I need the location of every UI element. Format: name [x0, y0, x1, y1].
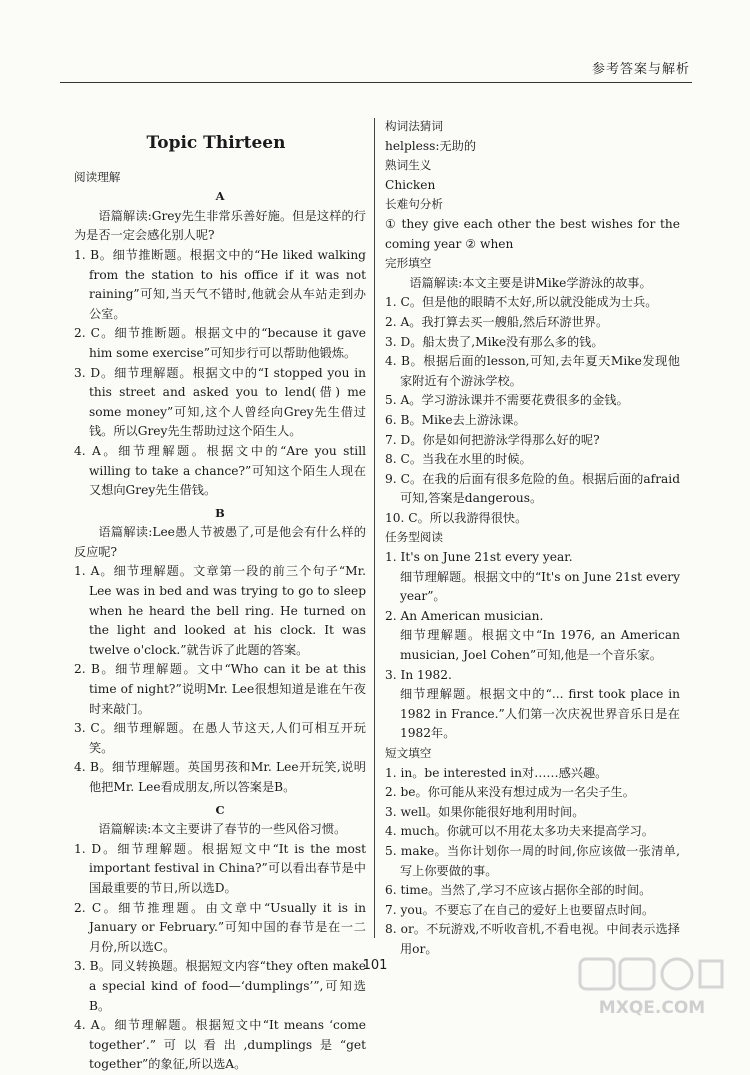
answer-item: 2. C。细节推断题。根据文中的“because it gave him some exercise”可知步行可以帮助他锻炼。 [74, 326, 366, 360]
watermark-text: MXQE.COM [598, 998, 706, 1018]
answer-item: 1. in。be interested in对……感兴趣。 [385, 765, 608, 780]
watermark-logo [572, 951, 732, 1021]
section-heading-task-reading: 任务型阅读 [385, 530, 443, 545]
answer-item: 1. D。细节理解题。根据短文中“It is the most important festival in China?”可以看出春节是中国最重要的节日,所以选D。 [74, 841, 366, 895]
answer-item: 4. B。根据后面的lesson,可知,去年夏天Mike发现他家附近有个游泳学校。 [385, 354, 680, 388]
answer-item: 3. C。细节理解题。在愚人节这天,人们可相互开玩笑。 [74, 721, 366, 755]
task-answer: 3. In 1982. [385, 667, 452, 682]
task-answer: 1. It's on June 21st every year. [385, 550, 573, 565]
answer-item: 4. B。细节理解题。英国男孩和Mr. Lee开玩笑,说明他把Mr. Lee看成朋友,所以答案是B。 [74, 760, 366, 794]
passage-c-intro: 语篇解读:本文主要讲了春节的一些风俗习惯。 [98, 822, 347, 837]
answer-item: 3. D。船太贵了,Mike没有那么多的钱。 [385, 334, 604, 349]
section-heading-short-fill: 短文填空 [385, 746, 432, 760]
answer-item: 1. A。细节理解题。文章第一段的前三个句子“Mr. Lee was in bed and was trying to go to sleep when he heard the bell ring. He turned on the light and looked at his clock. It was twelve o'clock.”就告诉了此题的答案。 [74, 564, 366, 657]
answer-item: 2. B。细节理解题。文中“Who can it be at this time of night?”说明Mr. Lee很想知道是谁在午夜时来敲门。 [74, 662, 366, 716]
answer-item: 5. A。学习游泳课并不需要花费很多的金钱。 [385, 393, 629, 408]
answer-item: 1. C。但是他的眼睛不太好,所以就没能成为士兵。 [385, 295, 658, 310]
answer-item: 6. time。当然了,学习不应该占据你全部的时间。 [385, 883, 652, 898]
section-heading-word-guess: 构词法猜词 [385, 119, 443, 133]
section-heading-long-sentence: 长难句分析 [385, 197, 443, 212]
passage-label-c: C [215, 802, 225, 817]
task-note: 细节理解题。根据文中“In 1976, an American musician, Joel Cohen”可知,他是一个音乐家。 [400, 628, 680, 663]
cloze-intro: 语篇解读:本文主要是讲Mike学游泳的故事。 [409, 275, 652, 290]
answer-item: 1. B。细节推断题。根据文中的“He liked walking from the station to his office if it was not raining”可知,当天气不错时,他就会从车站走到办公室。 [74, 247, 366, 321]
familiar-word-text: Chicken [385, 177, 436, 192]
answer-item: 3. well。如果你能很好地利用时间。 [385, 804, 585, 819]
answer-item: 9. C。在我的后面有很多危险的鱼。根据后面的afraid可知,答案是dangerous。 [385, 471, 680, 506]
column-divider [374, 118, 375, 938]
task-note: 细节理解题。根据文中的“... first took place in 1982 in France.”人们第一次庆祝世界音乐日是在1982年。 [400, 687, 680, 741]
section-heading-reading: 阅读理解 [74, 169, 121, 184]
passage-label-b: B [215, 505, 225, 520]
topic-title: Topic Thirteen [146, 133, 286, 153]
word-guess-text: helpless:无助的 [385, 138, 477, 153]
section-heading-familiar-word: 熟词生义 [385, 158, 432, 173]
answer-item: 7. you。不要忘了在自己的爱好上也要留点时间。 [385, 902, 655, 917]
answer-item: 8. C。当我在水里的时候。 [385, 452, 532, 467]
answer-item: 4. A。细节理解题。根据短文中“It means ‘come together’.”可以看出,dumplings是“get together”的象征,所以选A。 [74, 1018, 366, 1072]
page-number: 101 [362, 958, 388, 973]
answer-item: 8. or。不玩游戏,不听收音机,不看电视。中间表示选择用or。 [385, 922, 680, 956]
answer-item: 3. D。细节理解题。根据文中的“I stopped you in this street and asked you to lend(借) me some money”可知,这个人曾经向Grey先生借过钱。所以Grey先生帮助过这个陌生人。 [74, 365, 366, 439]
header-rule [60, 82, 692, 83]
answer-item: 5. make。当你计划你一周的时间,你应该做一张清单,写上你要做的事。 [385, 843, 680, 878]
section-heading-cloze: 完形填空 [385, 256, 432, 271]
left-column [74, 130, 366, 1075]
answer-item: 3. B。同义转换题。根据短文内容“they often make a special kind of food—‘dumplings’”,可知选B。 [74, 959, 366, 1013]
answer-item: 7. D。你是如何把游泳学得那么好的呢? [385, 432, 600, 447]
right-column [385, 117, 680, 960]
answer-item: 4. much。你就可以不用花太多功夫来提高学习。 [385, 824, 654, 839]
passage-b-intro: 语篇解读:Lee愚人节被愚了,可是他会有什么样的反应呢? [74, 525, 366, 559]
task-answer: 2. An American musician. [385, 608, 544, 623]
answer-item: 2. C。细节推理题。由文章中“Usually it is in January or February.”可知中国的春节是在一二月份,所以选C。 [74, 900, 366, 954]
long-sentence-text: ① they give each other the best wishes for the coming year ② when [385, 216, 680, 251]
answer-item: 10. C。所以我游得很快。 [385, 510, 528, 525]
answer-item: 2. A。我打算去买一艘船,然后环游世界。 [385, 314, 609, 329]
task-note: 细节理解题。根据文中的“It's on June 21st every year”。 [400, 569, 680, 604]
passage-a-intro: 语篇解读:Grey先生非常乐善好施。但是这样的行为是否一定会感化别人呢? [74, 208, 366, 243]
answer-item: 6. B。Mike去上游泳课。 [385, 412, 526, 427]
running-header: 参考答案与解析 [591, 62, 690, 77]
passage-label-a: A [215, 189, 225, 204]
answer-item: 4. A。细节理解题。根据文中的“Are you still willing to take a chance?”可知这个陌生人现在又想向Grey先生借钱。 [74, 443, 366, 498]
answer-item: 2. be。你可能从来没有想过成为一名尖子生。 [385, 785, 635, 800]
